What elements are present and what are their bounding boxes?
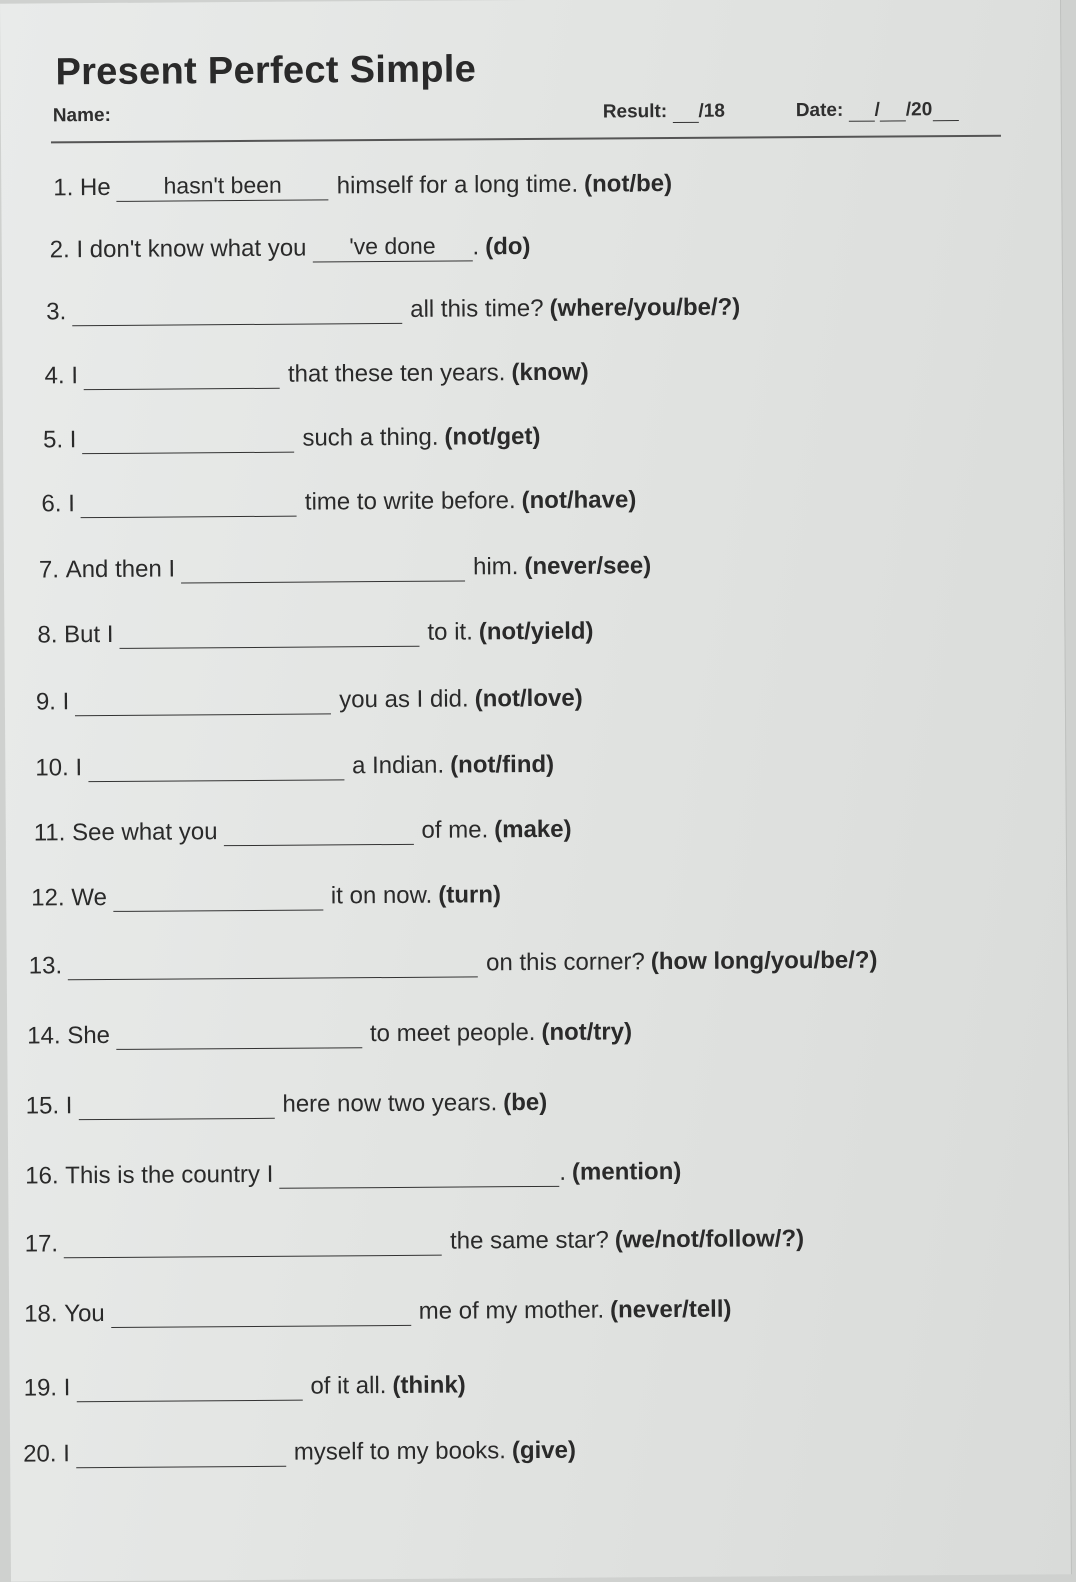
question-after: of me.: [421, 816, 489, 844]
question-after: that these ten years.: [287, 359, 506, 388]
question-before: See what you: [71, 818, 218, 847]
answer-blank[interactable]: [64, 1227, 442, 1259]
question-16: [25, 1157, 681, 1191]
question-number: 11.: [33, 819, 66, 847]
question-11: [34, 815, 572, 848]
question-after: on this corner?: [486, 948, 645, 977]
question-19: [24, 1370, 466, 1402]
question-hint: (never/tell): [609, 1295, 732, 1324]
question-hint: (not/get): [444, 422, 541, 451]
question-after: it on now.: [330, 881, 433, 910]
question-hint: (mention): [571, 1157, 682, 1186]
question-number: 17.: [24, 1230, 59, 1258]
answer-blank[interactable]: [111, 1297, 411, 1328]
answer-blank[interactable]: [84, 360, 280, 390]
question-number: 16.: [25, 1162, 59, 1190]
answer-blank[interactable]: [78, 1090, 274, 1120]
question-hint: (how long/you/be/?): [650, 946, 878, 976]
header-divider: [51, 135, 1001, 144]
answer-blank[interactable]: 've done: [312, 232, 472, 262]
question-13: [29, 946, 878, 981]
question-hint: (not/love): [474, 684, 583, 713]
question-6: [41, 485, 636, 518]
answer-blank[interactable]: hasn't been: [117, 171, 329, 201]
question-before: I: [62, 688, 70, 716]
date-field: [796, 99, 959, 122]
question-before: This is the country I: [65, 1160, 274, 1190]
question-7: [39, 551, 651, 584]
question-after: a Indian.: [351, 751, 445, 780]
question-number: 19.: [23, 1374, 58, 1402]
answer-blank[interactable]: [81, 488, 297, 519]
question-5: [43, 422, 541, 454]
question-hint: (not/try): [541, 1018, 633, 1046]
question-17: [25, 1224, 805, 1258]
answer-blank[interactable]: [119, 618, 419, 649]
question-hint: (do): [485, 233, 531, 261]
question-number: 14.: [27, 1022, 61, 1050]
question-before: I: [69, 426, 77, 454]
question-after: to meet people.: [369, 1018, 536, 1048]
date-year: /20: [905, 99, 933, 121]
question-3: [46, 293, 740, 327]
question-hint: (turn): [438, 881, 502, 909]
name-label: Name:: [52, 104, 111, 127]
question-18: [24, 1295, 731, 1329]
result-label: Result:: [602, 101, 668, 123]
date-month-blank[interactable]: [880, 102, 906, 121]
question-number: 15.: [25, 1092, 60, 1120]
result-total: /18: [698, 100, 725, 122]
question-20: [23, 1436, 576, 1469]
date-day-blank[interactable]: [849, 103, 875, 122]
question-after: himself for a long time.: [336, 170, 579, 200]
question-hint: (know): [511, 358, 589, 387]
question-hint: (be): [503, 1088, 548, 1117]
question-15: [26, 1088, 548, 1121]
question-number: 1.: [53, 174, 74, 202]
question-before: I: [63, 1440, 70, 1468]
question-number: 4.: [44, 362, 65, 390]
result-blank[interactable]: [672, 104, 698, 123]
date-label: Date:: [795, 99, 844, 122]
question-after: the same star?: [449, 1226, 609, 1255]
question-number: 20.: [23, 1440, 57, 1468]
question-after: to it.: [427, 618, 473, 646]
question-hint: (give): [511, 1436, 577, 1465]
question-before: I: [71, 362, 79, 390]
question-number: 9.: [35, 688, 56, 716]
question-before: I: [75, 754, 83, 782]
question-1: [53, 169, 672, 202]
question-before: We: [71, 883, 107, 912]
question-before: I: [68, 490, 75, 518]
question-hint: (never/see): [524, 552, 652, 581]
answer-blank[interactable]: [76, 1438, 286, 1468]
question-12: [31, 880, 501, 912]
result-field: [603, 101, 725, 124]
question-after: myself to my books.: [293, 1437, 507, 1466]
question-4: [45, 358, 589, 391]
question-hint: (we/not/follow/?): [614, 1225, 805, 1254]
question-9: [36, 684, 583, 717]
answer-blank[interactable]: [88, 751, 344, 782]
question-before: I: [63, 1374, 71, 1402]
question-before: You: [64, 1300, 105, 1328]
question-after: here now two years.: [282, 1089, 498, 1118]
question-hint: (where/you/be/?): [549, 293, 741, 322]
question-hint: (not/find): [450, 750, 555, 779]
date-sep: /: [874, 99, 880, 121]
question-after: you as I did.: [339, 685, 469, 714]
question-10: [35, 750, 554, 783]
date-year-blank[interactable]: [932, 102, 958, 121]
question-14: [27, 1017, 632, 1050]
question-hint: (not/yield): [478, 617, 594, 646]
question-number: 2.: [49, 236, 70, 264]
question-number: 8.: [37, 621, 58, 649]
answer-blank[interactable]: [181, 552, 465, 583]
question-hint: (think): [392, 1371, 466, 1399]
question-8: [37, 617, 593, 650]
question-hint: (not/be): [584, 170, 673, 198]
question-before: She: [67, 1021, 111, 1050]
question-after: such a thing.: [302, 423, 439, 452]
question-before: But I: [64, 620, 114, 649]
question-after: time to write before.: [304, 487, 516, 516]
answer-blank[interactable]: [72, 295, 402, 326]
answer-blank[interactable]: [82, 424, 294, 454]
question-number: 3.: [46, 298, 67, 326]
answer-blank[interactable]: [68, 948, 478, 980]
answer-blank[interactable]: [75, 685, 331, 716]
question-after: .: [559, 1158, 567, 1186]
question-before: I: [65, 1092, 73, 1120]
question-before: And then I: [65, 555, 176, 584]
answer-blank[interactable]: [223, 816, 413, 846]
answer-blank[interactable]: [116, 1019, 362, 1050]
answer-blank[interactable]: [113, 881, 323, 911]
answer-blank[interactable]: [76, 1372, 302, 1403]
page-title: Present Perfect Simple: [55, 48, 477, 94]
question-number: 6.: [41, 490, 62, 518]
question-before: I don't know what you: [76, 234, 307, 264]
question-number: 12.: [31, 884, 65, 912]
answer-blank[interactable]: [279, 1158, 559, 1189]
question-number: 13.: [28, 952, 63, 980]
question-after: all this time?: [410, 294, 544, 323]
question-2: [50, 232, 531, 264]
question-after: .: [472, 233, 480, 261]
question-number: 7.: [38, 556, 60, 584]
question-after: him.: [472, 553, 519, 581]
question-number: 5.: [42, 426, 64, 454]
question-hint: (not/have): [521, 486, 637, 515]
question-before: He: [79, 173, 111, 202]
question-number: 10.: [35, 754, 69, 782]
question-after: me of my mother.: [418, 1296, 605, 1325]
question-after: of it all.: [310, 1372, 387, 1400]
question-number: 18.: [24, 1300, 58, 1328]
question-hint: (make): [494, 815, 572, 844]
